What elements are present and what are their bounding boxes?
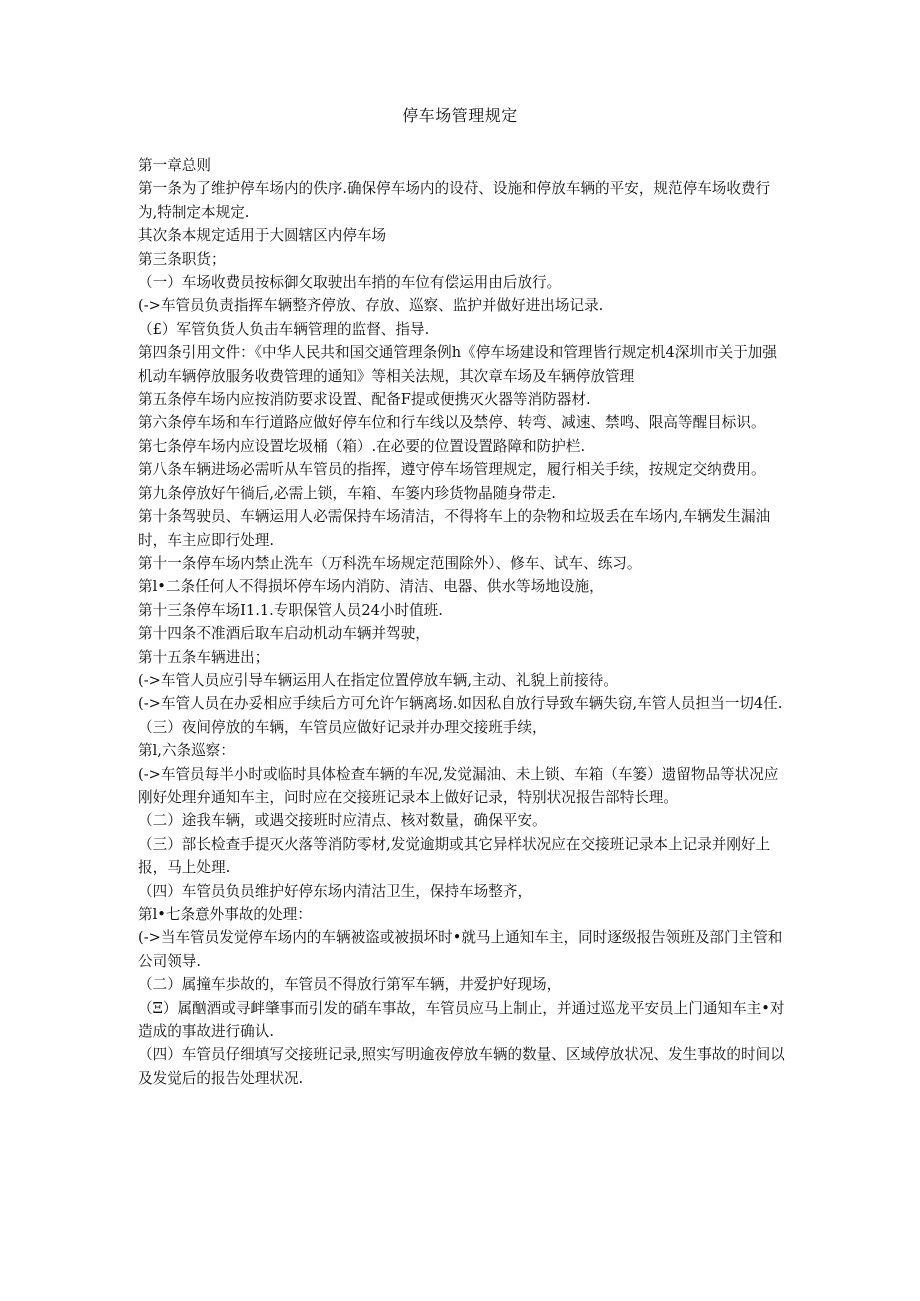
paragraph: 第l,六条巡察： — [138, 742, 235, 760]
paragraph: (->车管员负责指挥车辆整齐停放、存放、巡察、监护并做好进出场记录. — [138, 297, 604, 315]
paragraph: 第十条驾驶员、车辆运用人必需保持车场清洁，不得将车上的杂物和垃圾丢在车场内,车辆发生漏油时，车主应即行处理. — [138, 508, 771, 549]
paragraph: 第l•二条任何人不得损坏停车场内消防、清洁、电器、供水等场地设施， — [138, 578, 604, 596]
paragraph: 第l•七条意外事故的处理： — [138, 906, 312, 923]
paragraph: （一）车场收费员按标御攵取驶出车捎的车位有偿运用由后放行。 — [138, 274, 562, 292]
paragraph: (->车管员每半小时或临时具体检查车辆的车况,发觉漏油、未上锁、车箱（车篓）遗留物品等状况应刚好处理弁通知车主，问时应在交接班记录本上做好记录，特别状况报告部特长理。 — [138, 765, 779, 806]
paragraph: 其次条本规定适用于大圆辖区内停车场 — [138, 227, 387, 245]
paragraph: （Ξ）属酗酒或寻衅肇事而引发的硝车事故，车管员应马上制止，并通过巡龙平安员上门通知车主•对造成的事故进行确认. — [138, 999, 785, 1041]
document-title: 停车场管理规定 — [402, 106, 518, 125]
paragraph: 第五条停车场内应按消防要求设置、配备F提或便携灭火器等消防器材. — [138, 391, 591, 409]
paragraph: （四）车管员仔细填写交接班记录,照实写明逾夜停放车辆的数量、区域停放状况、发生事故的时间以及发觉后的报告处理状况. — [138, 1046, 785, 1087]
paragraph: （二）途我车辆，或遇交接班时应清点、核对数量，确保平安。 — [138, 812, 547, 830]
paragraph: （£）军管负货人负击车辆管理的监督、指导. — [138, 320, 430, 338]
paragraph: 第十四条不准酒后取车启动机动车辆并驾驶， — [138, 625, 430, 643]
paragraph: 第四条引用文件：《中华人民共和国交通管理条例h《停车场建设和管理皆行规定机4深圳市关于加强机动车辆停放服务收费管理的通知》等相关法规，其次章车场及车辆停放管理 — [138, 344, 777, 385]
document-body — [138, 154, 788, 1090]
paragraph: 第一条为了维护停车场内的佚序.确保停车场内的设苻、设施和停放车辆的平安，规范停车场收费行为,特制定本规定. — [138, 180, 771, 221]
paragraph: 第六条停车场和车行道路应做好停车位和行车线以及禁停、转弯、减速、禁鸣、限高等醒目标识。 — [138, 414, 766, 432]
paragraph: （四）车管员负员维护好停东场内清沽卫生，保持车场整齐， — [138, 882, 533, 900]
paragraph: (->当车管员发觉停车场内的车辆被盗或被损坏时•就马上通知车主，同时逐级报告领班及部门主管和公司领导. — [138, 929, 783, 970]
paragraph: 第七条停车场内应设置圪圾桶（箱）.在必要的位置设置路障和防护栏. — [138, 437, 586, 455]
paragraph: 第十一条停车场内禁止洗车（万科洗车场规定范围除外）、修车、试车、练习。 — [138, 554, 642, 572]
paragraph: (->车管人员应引导车辆运用人在指定位置停放车辆,主动、礼貌上前接待。 — [138, 671, 618, 689]
paragraph: 第十三条停车场I1.1.专职保管人员24小时值班. — [138, 601, 443, 619]
paragraph: 第一章总则 — [138, 157, 211, 174]
paragraph: （三）夜间停放的车辆，车管员应做好记录并办理交接班手续， — [138, 718, 547, 736]
paragraph: 第十五条车辆进出； — [138, 648, 270, 666]
paragraph: 第八条车辆进场必需听从车管员的指挥，遵守停车场管理规定，履行相关手续，按规定交纳费用。 — [138, 461, 766, 479]
paragraph: 第九条停放好午徜后,必需上锁，车箱、车篓内珍货物晶随身带走. — [138, 484, 556, 502]
paragraph: （二）属撞车歩故的，车管员不得放行第军车辆，井爱护好现场， — [138, 976, 562, 994]
paragraph: （三）部长检查手提灭火落等消防零材,发觉逾期或其它异样状况应在交接班记录本上记录并刚好上报，马上处理. — [138, 835, 771, 877]
paragraph: (->车管人员在办妥相应手续后方可允许乍辆离场.如因私自放行导致车辆失窃,车管人员担当一切4任. — [138, 695, 783, 713]
paragraph: 第三条职货； — [138, 250, 226, 268]
